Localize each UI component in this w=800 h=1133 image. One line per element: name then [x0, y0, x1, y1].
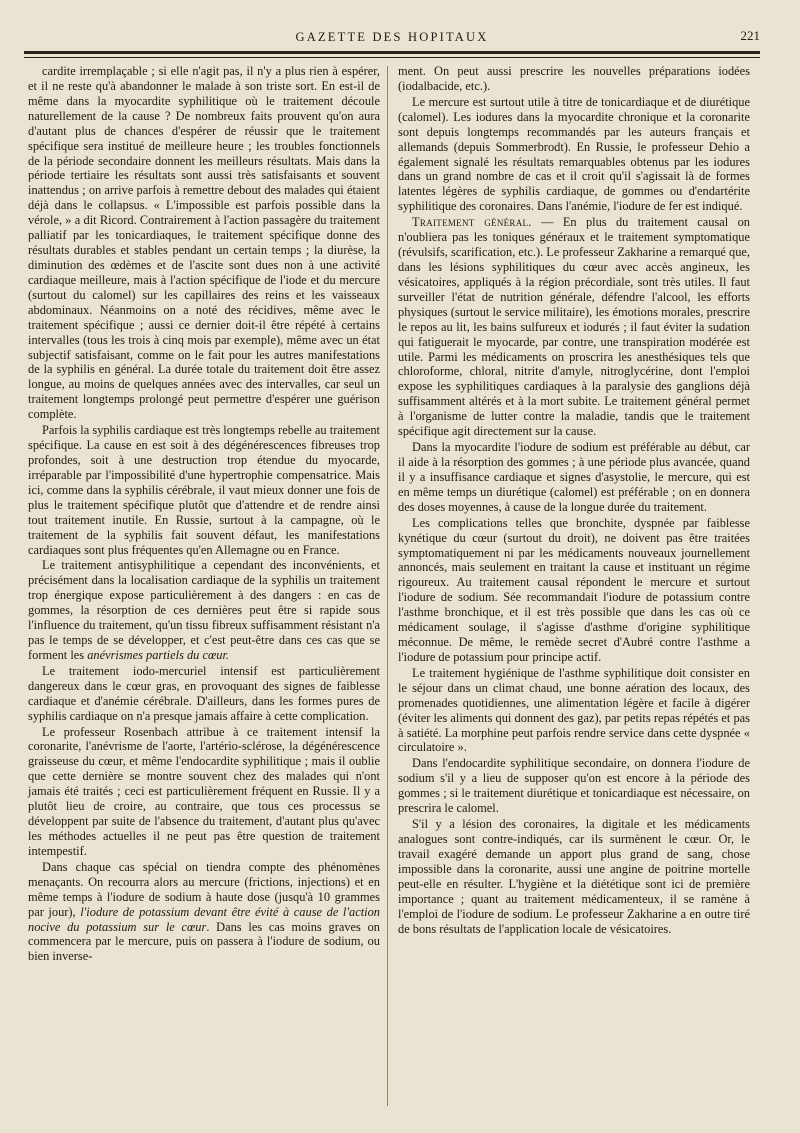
paragraph-text: — En plus du traitement causal on n'oubliera pas les toniques généraux et le traitement symptomatique (révulsifs, scarification, etc.). Le professeur Zakharine a remarqué que, dans les lésions syphilitiques du cœur avec accès angineux, les vésicatoires, appliqués à la région précordiale, sont très utiles. Il faut surveiller l'état de nutrition générale, défendre l'alcool, les efforts physiques (surtout le service militaire), les émotions morales, prescrire le repos au lit, les bains sulfureux et iodurés ; il faut éviter la sudation qui fatiguerait le myocarde, par contre, une transpiration modérée est utile. Parmi les médicaments on proscrira les anesthésiques tels que chloroforme, chloral, nitrite d'amyle, nitroglycérine, dont l'emploi expose les syphilitiques cardiaques à la paralysie des ganglions déjà suffisamment altérés et à la mort subite. Le traitement général permet à l'organisme de lutter contre la maladie, tandis que le traitement spécifique agit directement sur la cause.: [398, 215, 750, 439]
paragraph-text: Le professeur Rosenbach attribue à ce traitement intensif la coronarite, l'anévrisme de l'aorte, l'artério-sclérose, la dégénérescence graisseuse du cœur, et même l'endocardite syphilitique ; mais il oublie que cette dernière se montre souvent chez des malades qui n'ont jamais été traités ; ceci est particulièrement fréquent en Russie. Il y a plutôt lieu de croire, au contraire, que tous ces processus se développent par suite de l'absence du traitement, d'autant plus qu'avec les méthodes actuelles il ne peut pas être question de traitement intempestif.: [28, 724, 380, 858]
paragraph: [28, 558, 380, 662]
header-rule-thin: [24, 57, 760, 58]
paragraph-text: Dans chaque cas spécial on tiendra compte des phénomènes menaçants. On recourra alors au mercure (frictions, injections) et en même temps à l'iodure de sodium à haute dose (jusqu'à 10 grammes par jour),: [28, 859, 380, 919]
paragraph: [28, 423, 380, 557]
italic-text: l'iodure de potassium devant être évité à cause de l'action nocive du potassium sur le cœur: [28, 904, 380, 934]
paragraph-text: Le traitement antisyphilitique a cependant des inconvénients, et précisément dans la localisation cardiaque de la syphilis un traitement trop énergique expose particulièrement à des dangers : en cas de gommes, la résorption de ces dernières peut être si rapide sous l'influence du traitement, qu'un tissu fibreux suffisamment résistant n'a pas le temps de se développer, et c'est peut-être dans ces cas que se forment les: [28, 558, 380, 662]
section-heading: Traitement général.: [412, 215, 532, 230]
paragraph-text: cardite irremplaçable ; si elle n'agit pas, il n'y a plus rien à espérer, et il ne reste qu'à abandonner le malade à son triste sort. En est-il de même dans la myocardite syphilitique où le traitement découle naturellement de la cause ? De nombreux faits prouvent qu'on aura d'autant plus de chances d'espérer de réussir que le traitement spécifique sera institué de meilleure heure ; les troubles fonctionnels de la période secondaire donnent les meilleurs résultats. Mais dans la période tertiaire les résultats sont aussi très satisfaisants et souvent inattendus ; on arrive parfois à remettre debout des malades qui étaient déjà dans le collapsus. « L'impossible est parfois possible dans la vérole, » a dit Ricord. Contrairement à l'action passagère du traitement palliatif par les tonicardiaques, le traitement spécifique donne des résultats durables et stables pendant un certain temps ; la diurèse, la diminution des œdèmes et de l'ascite sont dues non à une activité cardiaque meilleure, mais à l'action spécifique de l'iode et du mercure (surtout du calomel) sur les capillaires des reins et les vaisseaux abdominaux. Néanmoins on a noté des récidives, même avec le traitement spécifique ; aussi ce dernier doit-il être répété à certains intervalles (tous les trois à cinq mois par exemple), même avec un état subjectif satisfaisant, comme on le fait pour les autres manifestations de la syphilis en général. La durée totale du traitement doit être assez longue, au moins de quelques années avec des intervalles, car seul un traitement longtemps prolongé peut permettre d'espérer une guérison complète.: [28, 64, 380, 422]
paragraph: [398, 95, 750, 214]
paragraph-text: Dans l'endocardite syphilitique secondaire, on donnera l'iodure de sodium s'il y a lieu de supposer qu'on est encore à la période des gommes ; si le traitement diurétique et tonicardiaque est nécessaire, on prescrira le calomel.: [398, 756, 750, 816]
paragraph: [28, 64, 380, 422]
paragraph: [398, 516, 750, 665]
paragraph: [398, 215, 750, 439]
paragraph: [398, 666, 750, 756]
paragraph: [398, 817, 750, 936]
right-column: [398, 64, 750, 937]
paragraph-text: Le mercure est surtout utile à titre de tonicardiaque et de diurétique (calomel). Les iodures dans la myocardite chronique et la coronarite sont depuis longtemps recommandés par les auteurs français et allemands (depuis Sommerbrodt). En Russie, le professeur Dehio a également signalé les résultats remarquables obtenus par les iodures dans un grand nombre de cas et il croit qu'il s'agissait là de formes latentes légères de syphilis cardiaque, de gommes ou d'endartérite syphilitique des coronaires. Dans l'anémie, l'iodure de fer est indiqué.: [398, 94, 750, 214]
paragraph-text: ment. On peut aussi prescrire les nouvelles préparations iodées (iodalbacide, etc.).: [398, 64, 750, 93]
paragraph-text: Le traitement iodo-mercuriel intensif est particulièrement dangereux dans le cœur gras, en provoquant des signes de faiblesse cardiaque et d'anémie cérébrale. D'ailleurs, dans les formes pures de syphilis cardiaque on n'a presque jamais affaire à cette complication.: [28, 663, 380, 723]
paragraph-text: Dans la myocardite l'iodure de sodium est préférable au début, car il aide à la résorption des gommes ; à une période plus avancée, quand il y a insuffisance cardiaque et signes d'asystolie, le mercure, qui est en même temps un diurétique (calomel) est préférable ; on en donnera des doses moyennes, à cause de la longue durée du traitement.: [398, 440, 750, 514]
paragraph: [398, 756, 750, 816]
italic-text: anévrismes partiels du cœur.: [87, 647, 229, 662]
paragraph: [28, 860, 380, 964]
paragraph: [28, 664, 380, 724]
paragraph-text: Les complications telles que bronchite, dyspnée par faiblesse kynétique du cœur (surtout du droit), ne doivent pas être traitées symptomatiquement ni par les médicaments nouveaux journellement annoncés, mais seulement en traitant la cause et instituant un régime rigoureux. Au traitement causal répondent le mercure et surtout l'iodure de sodium. Sée recommandait l'iodure de potassium contre l'asthme bronchique, et il est très possible que dans les cas où ce médicament soulage, il s'agisse d'asthme d'origine syphilitique méconnue. De même, le remède secret d'Aubré contre l'asthme a l'iodure de potassium pour principe actif.: [398, 515, 750, 664]
paragraph: [28, 725, 380, 859]
left-column: [28, 64, 380, 965]
paragraph: [398, 440, 750, 515]
header-rule-thick: [24, 51, 760, 54]
paragraph-text: S'il y a lésion des coronaires, la digitale et les médicaments analogues sont contre-indiqués, car ils surmènent le cœur. Or, le travail exagéré demande un apport plus grand de sang, chose impossible dans la coronarite, aussi une angine de poitrine mortelle peut-elle en résulter. L'hygiène et la diététique sont ici de première importance ; quant au traitement médicamenteux, il se ramène à l'emploi de l'iodure de sodium. Le professeur Zakharine a en outre tiré de bons résultats de l'application locale de vésicatoires.: [398, 817, 750, 936]
page-number: 221: [740, 28, 760, 43]
paragraph-text: . Dans les cas moins graves on commencera par le mercure, puis on passera à l'iodure de sodium, ou bien inverse-: [28, 919, 380, 964]
paragraph: [398, 64, 750, 94]
paragraph-text: Le traitement hygiénique de l'asthme syphilitique doit consister en le séjour dans un climat chaud, une bonne aération des locaux, des promenades quotidiennes, une alimentation légère et facile à digérer (éviter les aliments qui donnent des gaz), par petits repas répétés et pas à satiété. La morphine peut parfois rendre service dans cette dyspnée « circulatoire ».: [398, 665, 750, 755]
running-title: GAZETTE DES HOPITAUX: [295, 30, 489, 44]
column-divider: [387, 66, 388, 1106]
paragraph-text: Parfois la syphilis cardiaque est très longtemps rebelle au traitement spécifique. La cause en est soit à des dégénérescences fibreuses trop profondes, soit à une destruction trop étendue du myocarde, irréparable par l'impossibilité d'une hypertrophie compensatrice. Mais ici, comme dans la syphilis cérébrale, il vaut mieux donner une fois de plus le traitement spécifique plutôt que d'attendre et de rendre ainsi tout traitement inutile. En Russie, surtout à la campagne, où le traitement de la syphilis fait souvent défaut, les manifestations cardiaques sont plus fréquentes qu'en Allemagne ou en France.: [28, 423, 380, 557]
